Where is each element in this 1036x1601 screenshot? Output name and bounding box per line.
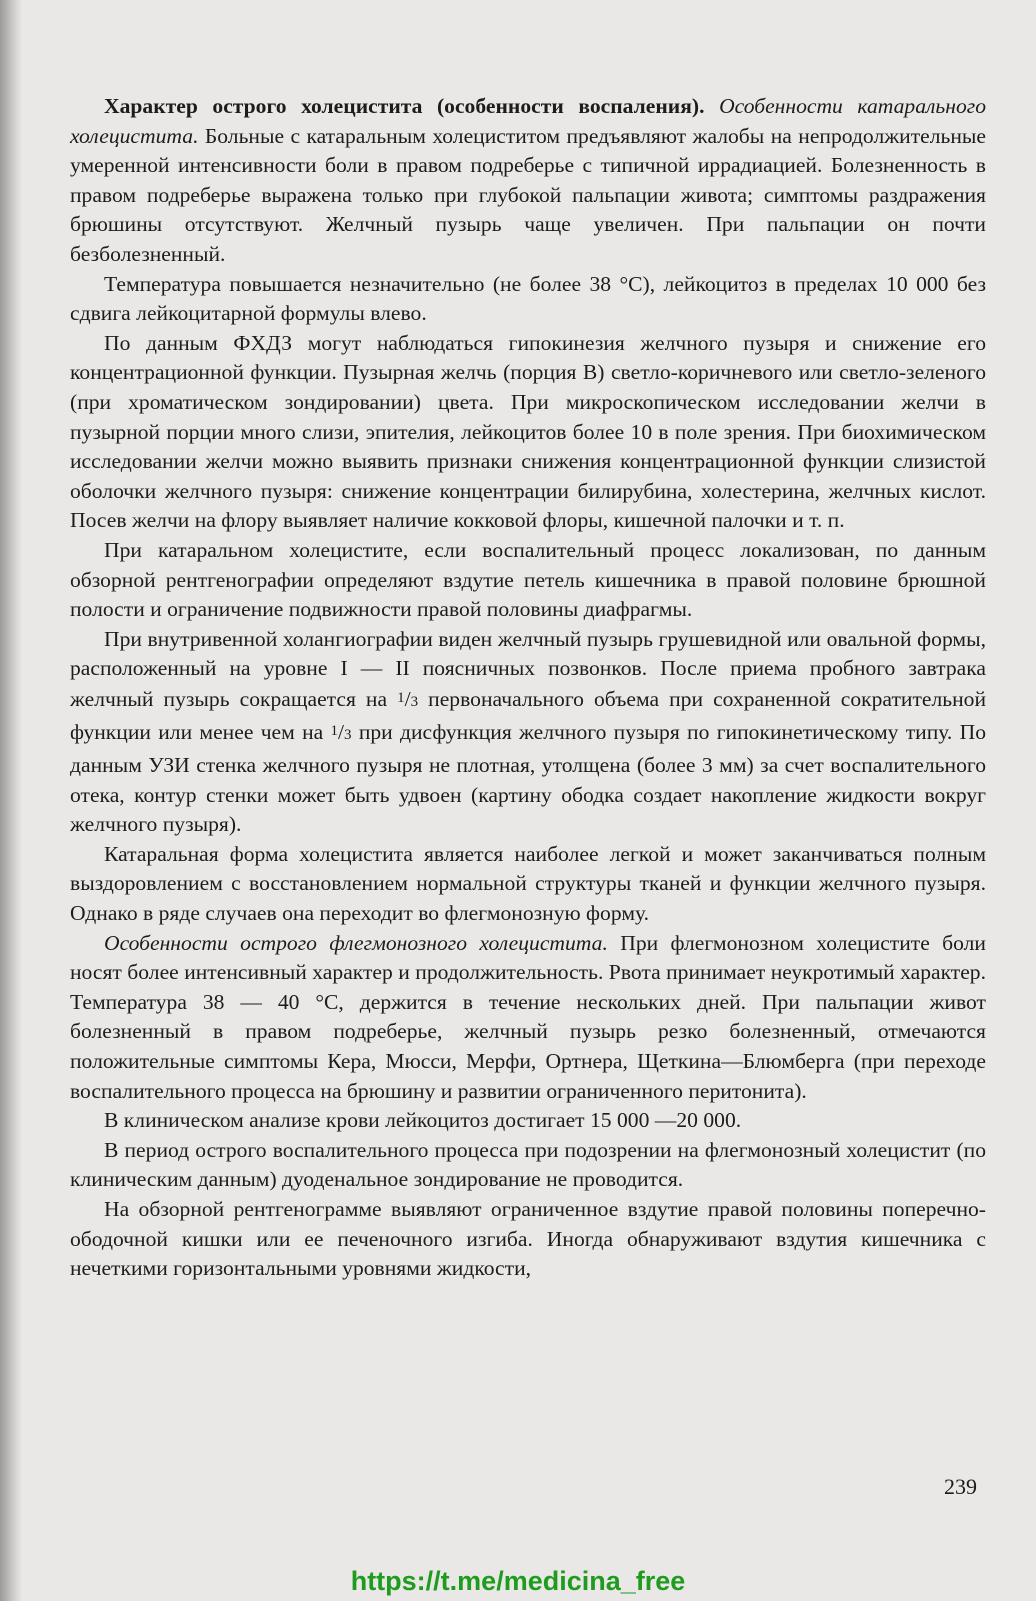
page-number: 239 [944,1474,977,1499]
page-body [70,92,986,1284]
paragraph-10: На обзорной рентгенограмме выявляют ограниченное вздутие правой половины поперечно-ободочной кишки или ее печеночного изгиба. Иногда обнаруживают вздутия кишечника с нечеткими горизонтальными уровнями жидкости, [70,1196,986,1281]
paragraph-3: По данным ФХДЗ могут наблюдаться гипокинезия желчного пузыря и снижение его концентрационной функции. Пузырная желчь (порция В) светло-коричневого или светло-зеленого (при хроматическом зондировании) цвета. При микроскопическом исследовании желчи в пузырной порции много слизи, эпителия, лейкоцитов более 10 в поле зрения. При биохимическом исследовании желчи можно выявить признаки снижения концентрационной функции слизистой оболочки желчного пузыря: снижение концентрации билирубина, холестерина, желчных кислот. Посев желчи на флору выявляет наличие кокковой флоры, кишечной палочки и т. п. [70,330,986,533]
fraction-slash: / [404,686,411,711]
fraction-denominator-2: 3 [344,727,352,744]
paragraph-6: Катаральная форма холецистита является наиболее легкой и может заканчиваться полным выздоровлением с восстановлением нормальной структуры тканей и функции желчного пузыря. Однако в ряде случаев она переходит во флегмонозную форму. [70,841,986,926]
subsection-title-catarrhal: Особенности катарального холецистита. [70,94,986,148]
paragraph-7-text: При флегмонозном холецистите боли носят более интенсивный характер и продолжительность. Рвота принимает неукротимый характер. Температура 38 — 40 °С, держится в течение нескольких дней. При пальпации живот болезненный в правом подреберье, желчный пузырь резко болезненный, отмечаются положительные симптомы Кера, Мюсси, Мерфи, Ортнера, Щеткина—Блюмберга (при переходе воспалительного процесса на брюшину и развитии ограниченного перитонита). [70,930,986,1103]
paragraph-9: В период острого воспалительного процесса при подозрении на флегмонозный холецистит (по клиническим данным) дуоденальное зондирование не проводится. [70,1137,986,1192]
fraction-numerator: 1 [397,689,405,706]
fraction-numerator-2: 1 [330,723,339,740]
fraction-slash-2: / [338,720,345,745]
paragraph-1 [70,92,986,270]
fraction-denominator: 3 [410,693,419,710]
paragraph-5-part-b: первоначального объема при сохраненной сократительной функции или менее чем на [70,686,986,745]
subsection-title-phlegmonous: Особенности острого флегмонозного холецистита. [104,930,608,955]
paragraph-2: Температура повышается незначительно (не более 38 °С), лейкоцитоз в пределах 10 000 без сдвига лейкоцитарной формулы влево. [70,271,986,326]
watermark-link: https://t.me/medicina_free [350,1566,686,1596]
paragraph-4: При катаральном холецистите, если воспалительный процесс локализован, по данным обзорной рентгенографии определяют вздутие петель кишечника в правой половине брюшной полости и ограничение подвижности правой половины диафрагмы. [70,537,986,622]
paragraph-5-part-a: При внутривенной холангиографии виден желчный пузырь грушевидной или овальной формы, расположенный на уровне I — II поясничных позвонков. После приема пробного завтрака желчный пузырь сокращается на [70,626,986,711]
paragraph-7 [70,929,986,1107]
paragraph-8: В клиническом анализе крови лейкоцитоз достигает 15 000 —20 000. [104,1108,742,1133]
paragraph-5 [70,625,986,840]
paragraph-1-text: Больные с катаральным холециститом предъявляют жалобы на непродолжительные умеренной интенсивности боли в правом подреберье с типичной иррадиацией. Болезненность в правом подреберье выражена только при глубокой пальпации живота; симптомы раздражения брюшины отсутствуют. Желчный пузырь чаще увеличен. При пальпации он почти безболезненный. [70,123,986,266]
paragraph-5-part-c: при дисфункция желчного пузыря по гипокинетическому типу. По данным УЗИ стенка желчного пузыря не плотная, утолщена (более 3 мм) за счет воспалительного отека, контур стенки может быть удвоен (картину ободка создает накопление жидкости вокруг желчного пузыря). [70,720,987,837]
book-spine-shadow [0,0,22,1601]
section-heading: Характер острого холецистита (особенности воспаления). [104,94,705,118]
